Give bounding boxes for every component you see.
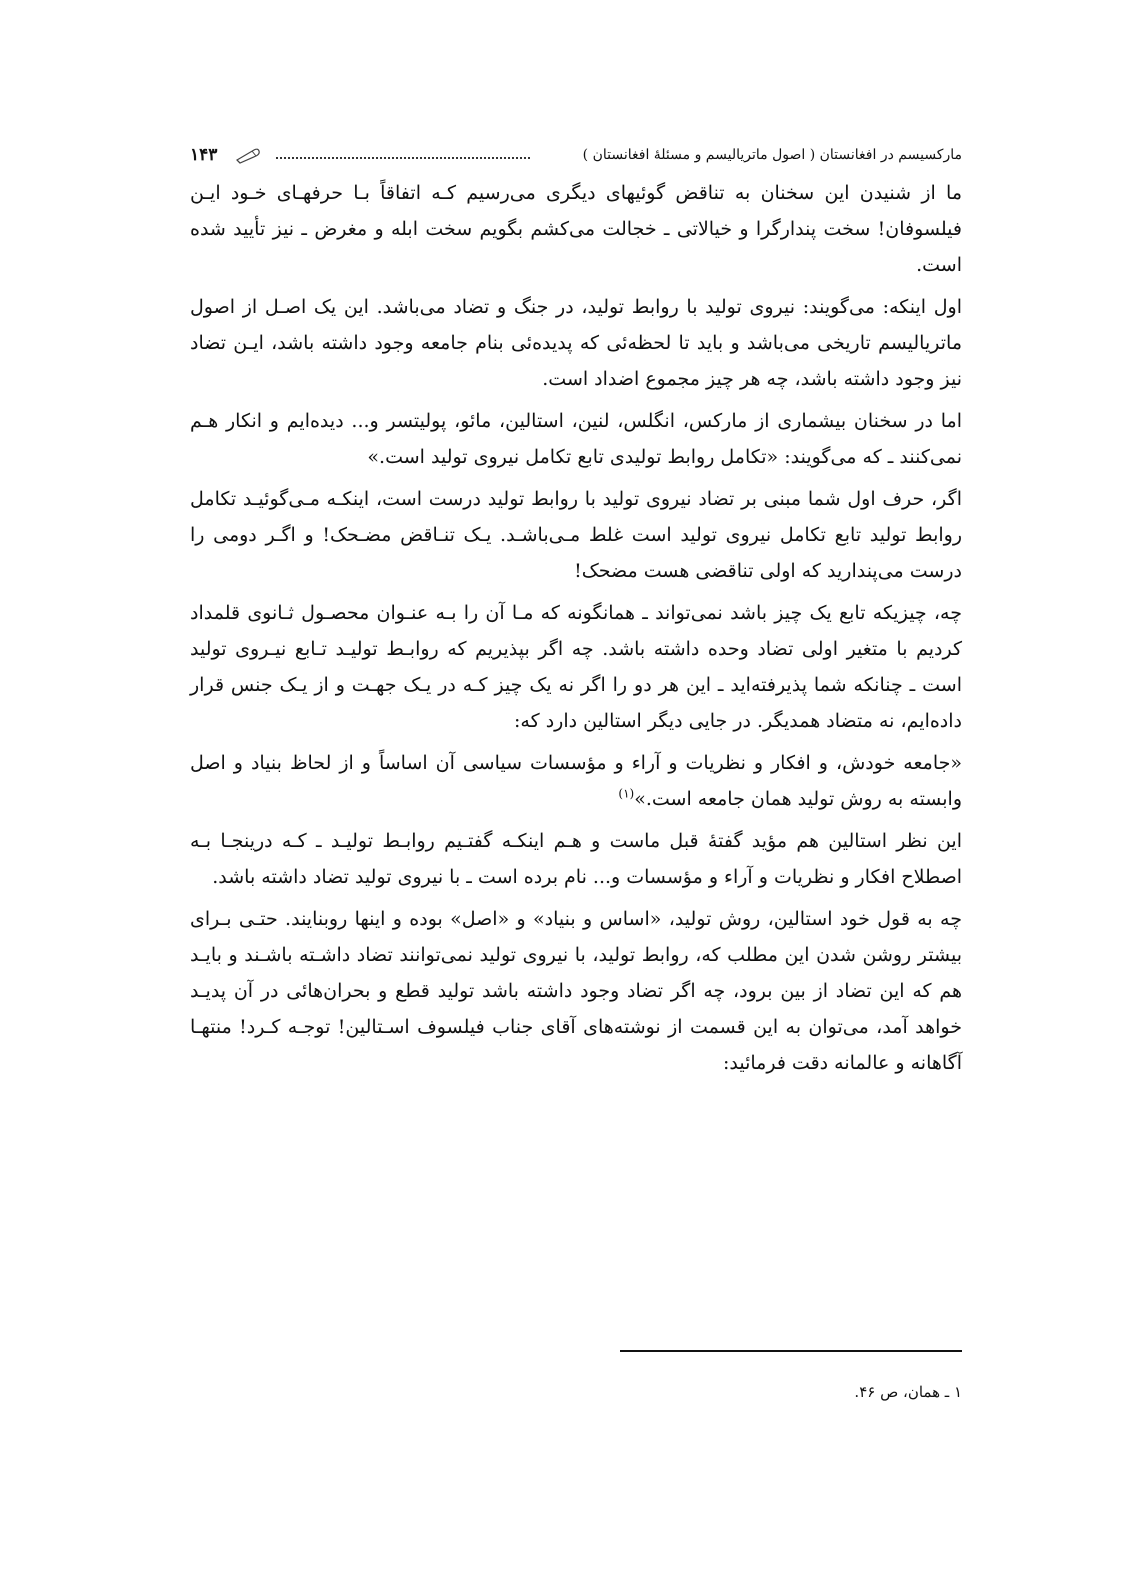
running-title: مارکسیسم در افغانستان ( اصول ماتریالیسم و مسئلهٔ افغانستان ) [582,147,962,163]
running-header [190,143,962,167]
paragraph: اگر، حرف اول شما مبنی بر تضاد نیروی تولید با روابط تولید درست است، اینکـه مـی‌گوئیـد تکامل روابط تولید تابع تکامل نیروی تولید است غلط مـی‌باشـد. یـک تنـاقض مضـحک! و اگـر دومی را درست می‌پندارید که اولی تناقضی هست مضحک! [190,488,962,582]
paragraph: این نظر استالین هم مؤید گفتهٔ قبل ماست و هـم اینکـه گفتـیم روابـط تولیـد ـ کـه درینجـا بـه اصطلاح افکار و نظریات و آراء و مؤسسات و... نام برده است ـ با نیروی تولید تضاد داشته باشد. [190,830,962,888]
paragraph: چه، چیزیکه تابع یک چیز باشد نمی‌تواند ـ همانگونه که مـا آن را بـه عنـوان محصـول ثـانوی قلمداد کردیم با متغیر اولی تضاد وحده داشته باشد. چه اگر بپذیریم که روابـط تولیـد تـابع نیـروی تولید است ـ چنانکه شما پذیرفته‌اید ـ این هر دو را اگر نه یک چیز کـه در یـک جهـت و از یـک جنس قرار داده‌ایم، نه متضاد همدیگر. در جایی دیگر استالین دارد که: [190,602,962,732]
quoted-paragraph [190,745,962,817]
footnote-divider [620,1350,962,1352]
main-text [190,175,962,1087]
paragraph: اول اینکه: می‌گویند: نیروی تولید با روابط تولید، در جنگ و تضاد می‌باشد. این یک اصـل از اصول ماتریالیسم تاریخی می‌باشد و باید تا لحظه‌ئی که پدیده‌ئی بنام جامعه وجود داشته باشد، ایـن تضاد نیز وجود داشته باشد، چه هر چیز مجموع اضداد است. [190,296,962,390]
header-leader-dots [276,157,530,159]
pen-icon [234,145,262,165]
paragraph: اما در سخنان بیشماری از مارکس، انگلس، لنین، استالین، مائو، پولیتسر و... دیده‌ایم و انکار هـم نمی‌کنند ـ که می‌گویند: «تکامل روابط تولیدی تابع تکامل نیروی تولید است.» [190,410,962,468]
paragraph: ما از شنیدن این سخنان به تناقض گوئیهای دیگری می‌رسیم کـه اتفاقاً بـا حرفهـای خـود ایـن فیلسوفان! سخت پندارگرا و خیالاتی ـ خجالت می‌کشم بگویم سخت ابله و مغرض ـ نیز تأیید شده است. [190,182,962,276]
quote-text: «جامعه خودش، و افکار و نظریات و آراء و مؤسسات سیاسی آن اساساً و از لحاظ بنیاد و اصل وابسته به روش تولید همان جامعه است.» [190,752,962,810]
page-number: ۱۴۳ [190,145,218,165]
paragraph: چه به قول خود استالین، روش تولید، «اساس و بنیاد» و «اصل» بوده و اینها روبنایند. حتـی بـرای بیشتر روشن شدن این مطلب که، روابط تولید، با نیروی تولید نمی‌توانند تضاد داشـته باشـند و بایـد هم که این تضاد از بین برود، چه اگر تضاد وجود داشته باشد تولید قطع و بحران‌هائی در آن پدیـد خواهد آمد، می‌توان به این قسمت از نوشته‌های آقای جناب فیلسوف اسـتالین! توجـه کـرد! منتهـا آگاهانه و عالمانه دقت فرمائید: [190,908,962,1074]
footnote-reference[interactable]: (۱) [618,786,635,801]
footnote: ۱ ـ همان، ص ۴۶. [854,1383,962,1401]
